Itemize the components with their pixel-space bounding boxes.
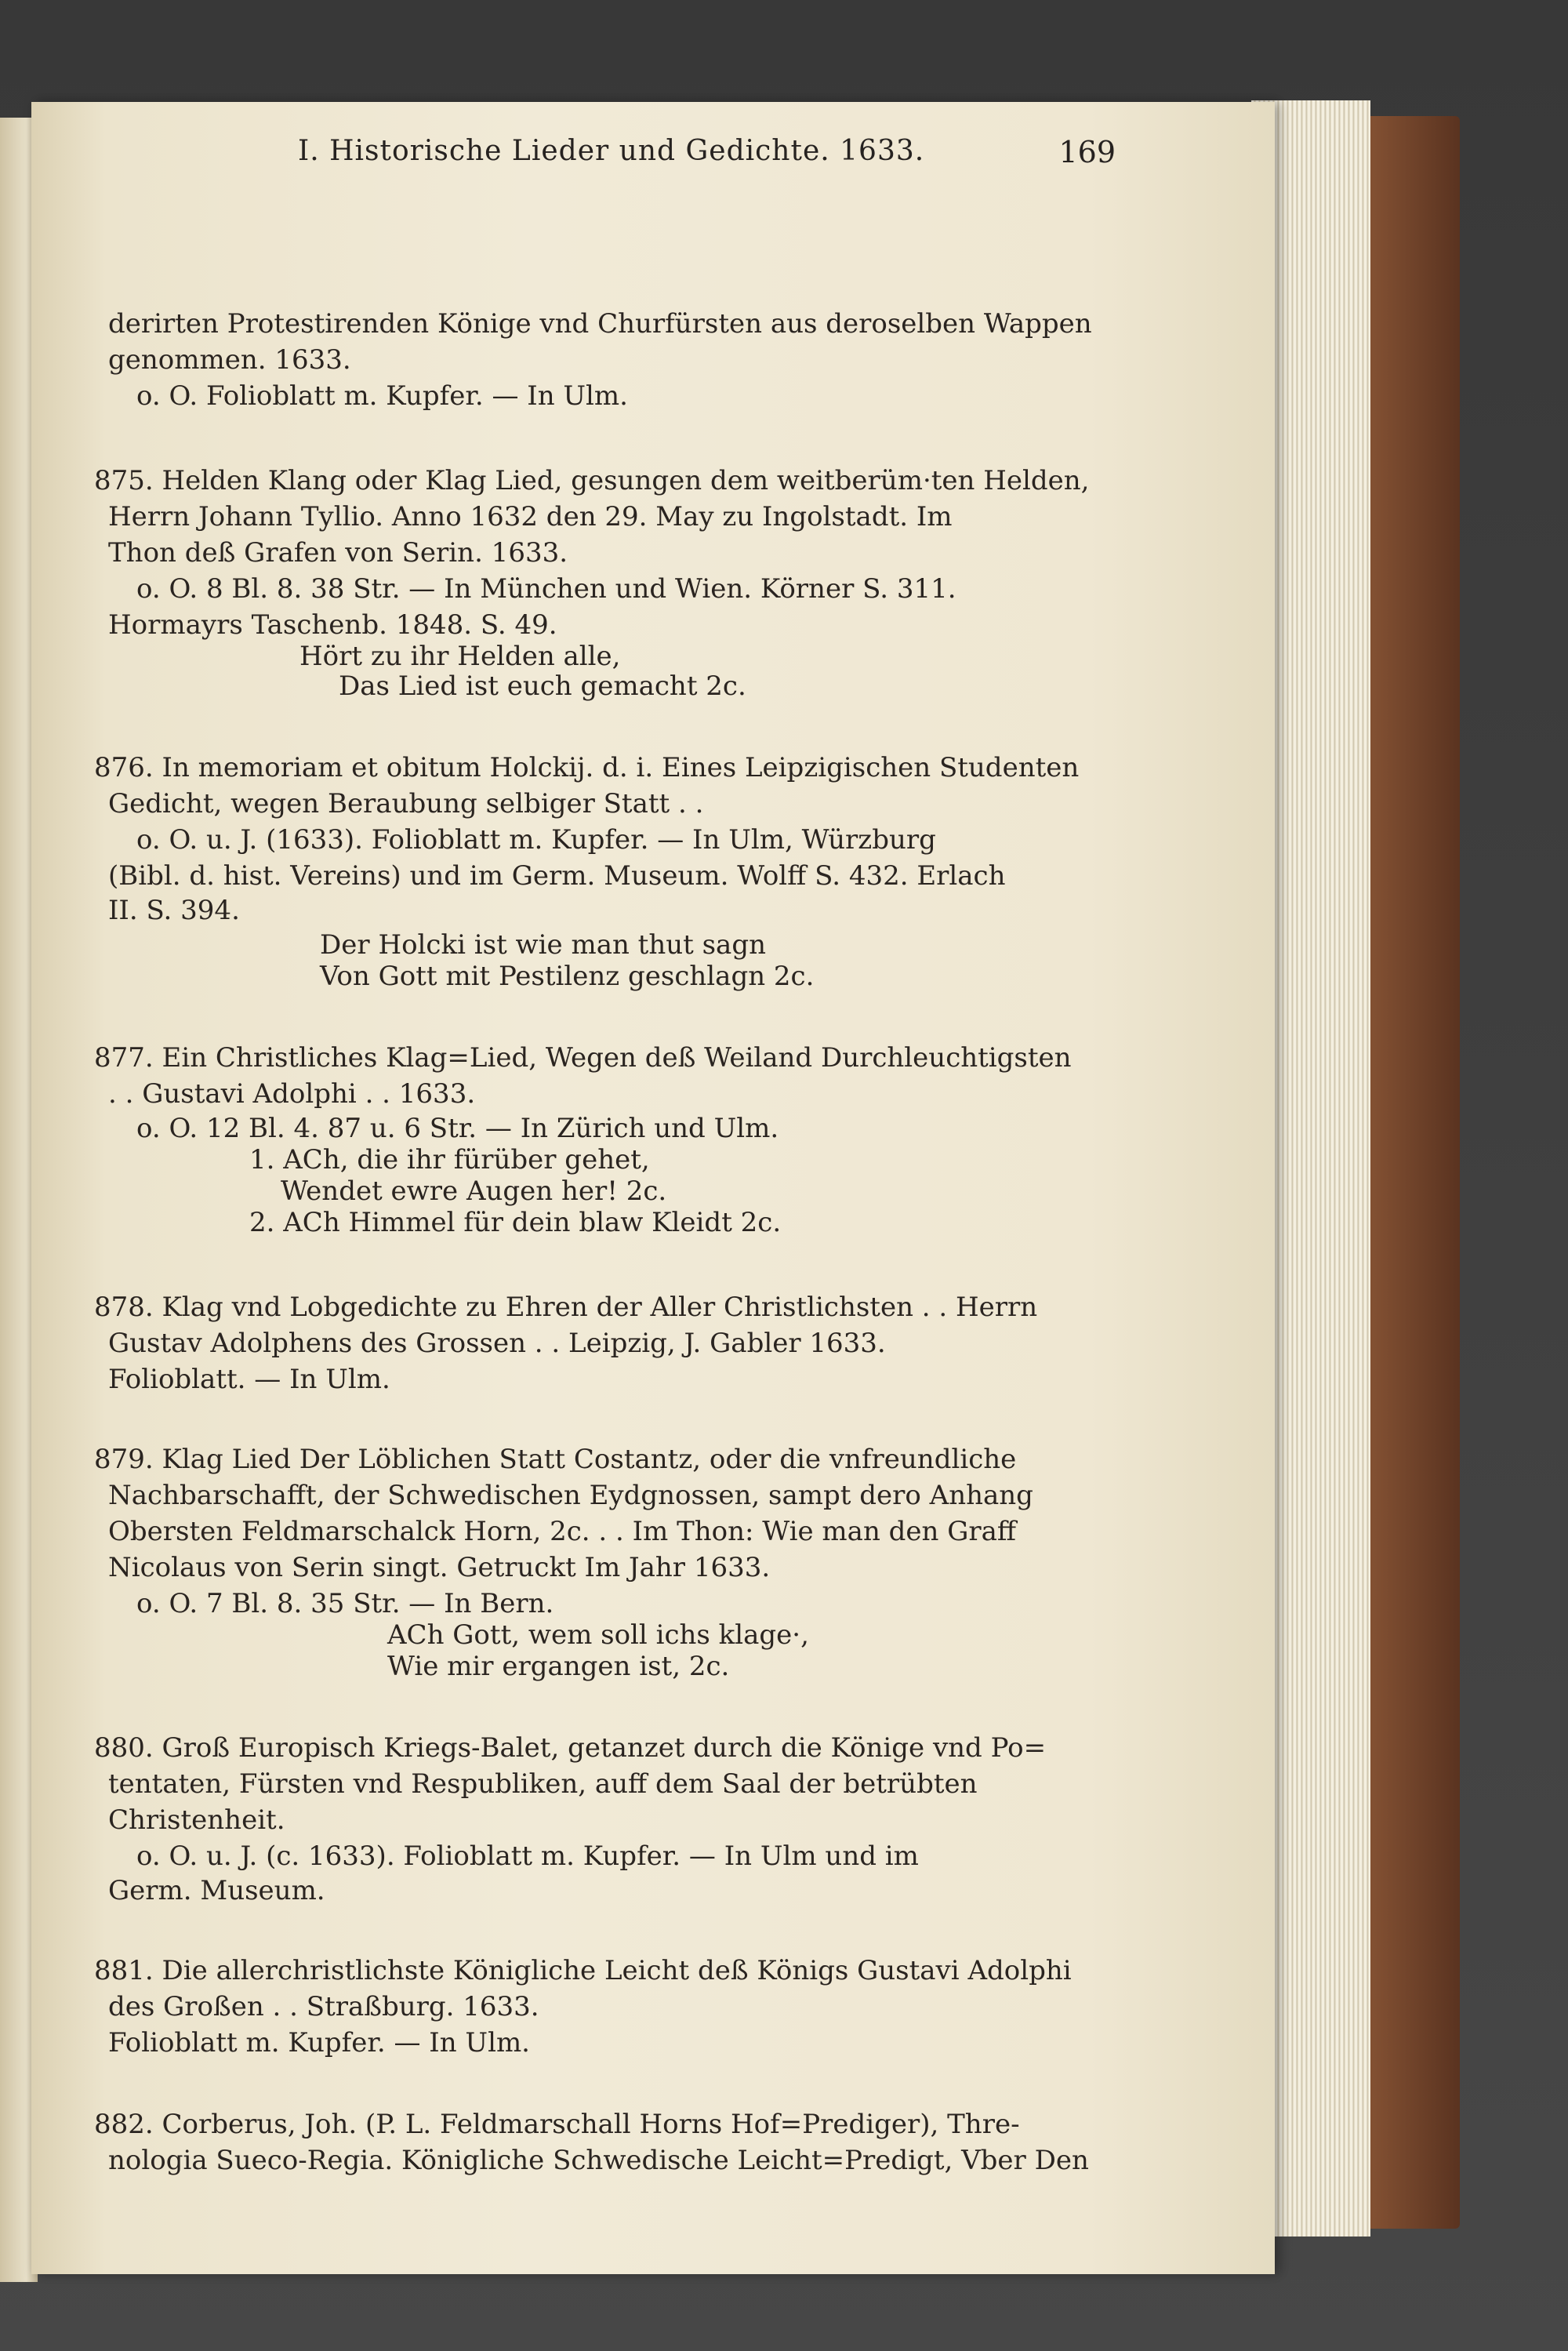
text-line: 875. Helden Klang oder Klag Lied, gesungen dem weitberüm·ten Helden, — [94, 465, 1090, 496]
text-line: o. O. 7 Bl. 8. 35 Str. — In Bern. — [136, 1588, 554, 1619]
text-line: Germ. Museum. — [108, 1875, 325, 1906]
text-line: o. O. 8 Bl. 8. 38 Str. — In München und Wien. Körner S. 311. — [136, 573, 956, 605]
text-line: Das Lied ist euch gemacht 2c. — [339, 670, 746, 702]
text-line: genommen. 1633. — [108, 344, 351, 376]
text-line: 2. ACh Himmel für dein blaw Kleidt 2c. — [249, 1207, 782, 1238]
text-line: 879. Klag Lied Der Löblichen Statt Costantz, oder die vnfreundliche — [94, 1444, 1017, 1475]
text-line: Herrn Johann Tyllio. Anno 1632 den 29. May zu Ingolstadt. Im — [108, 501, 953, 532]
text-line: o. O. u. J. (1633). Folioblatt m. Kupfer. — In Ulm, Würzburg — [136, 824, 936, 856]
text-line: 880. Groß Europisch Kriegs-Balet, getanzet durch die Könige vnd Po= — [94, 1732, 1047, 1764]
text-line: Obersten Feldmarschalck Horn, 2c. . . Im Thon: Wie man den Graff — [108, 1516, 1017, 1547]
text-line: Nicolaus von Serin singt. Getruckt Im Jahr 1633. — [108, 1552, 771, 1583]
text-line: (Bibl. d. hist. Vereins) und im Germ. Museum. Wolff S. 432. Erlach — [108, 860, 1006, 892]
text-line: Der Holcki ist wie man thut sagn — [320, 929, 766, 961]
text-line: o. O. u. J. (c. 1633). Folioblatt m. Kupfer. — In Ulm und im — [136, 1840, 919, 1872]
text-line: Von Gott mit Pestilenz geschlagn 2c. — [320, 961, 815, 992]
text-line: 876. In memoriam et obitum Holckij. d. i. Eines Leipzigischen Studenten — [94, 752, 1080, 783]
text-line: o. O. Folioblatt m. Kupfer. — In Ulm. — [136, 380, 628, 412]
text-line: des Großen . . Straßburg. 1633. — [108, 1991, 539, 2022]
text-line: Wendet ewre Augen her! 2c. — [281, 1176, 667, 1207]
text-line: Thon deß Grafen von Serin. 1633. — [108, 537, 568, 569]
text-line: 881. Die allerchristlichste Königliche Leicht deß Königs Gustavi Adolphi — [94, 1955, 1072, 1986]
text-line: Gustav Adolphens des Grossen . . Leipzig, J. Gabler 1633. — [108, 1328, 886, 1359]
page-header — [298, 135, 1116, 179]
text-line: 882. Corberus, Joh. (P. L. Feldmarschall Horns Hof=Prediger), Thre- — [94, 2109, 1020, 2140]
text-line: o. O. 12 Bl. 4. 87 u. 6 Str. — In Zürich und Ulm. — [136, 1113, 779, 1144]
text-line: Hört zu ihr Helden alle, — [299, 641, 621, 672]
text-line: II. S. 394. — [108, 895, 240, 926]
text-line: Gedicht, wegen Beraubung selbiger Statt . . — [108, 788, 704, 819]
page-number: 169 — [1058, 135, 1116, 169]
text-line: 1. ACh, die ihr fürüber gehet, — [249, 1144, 650, 1176]
text-line: Hormayrs Taschenb. 1848. S. 49. — [108, 609, 557, 641]
text-line: 878. Klag vnd Lobgedichte zu Ehren der Aller Christlichsten . . Herrn — [94, 1292, 1038, 1323]
text-line: Wie mir ergangen ist, 2c. — [387, 1651, 730, 1682]
text-line: Folioblatt. — In Ulm. — [108, 1364, 390, 1395]
text-line: tentaten, Fürsten vnd Respubliken, auff dem Saal der betrübten — [108, 1768, 978, 1800]
text-line: . . Gustavi Adolphi . . 1633. — [108, 1078, 476, 1110]
running-head: I. Historische Lieder und Gedichte. 1633. — [298, 135, 925, 167]
text-line: derirten Protestirenden Könige vnd Churfürsten aus deroselben Wappen — [108, 308, 1092, 340]
text-line: ACh Gott, wem soll ichs klage·, — [387, 1619, 809, 1651]
text-line: Nachbarschafft, der Schwedischen Eydgnossen, sampt dero Anhang — [108, 1480, 1033, 1511]
text-line: 877. Ein Christliches Klag=Lied, Wegen deß Weiland Durchleuchtigsten — [94, 1042, 1072, 1074]
text-line: Christenheit. — [108, 1804, 285, 1836]
text-line: nologia Sueco-Regia. Königliche Schwedische Leicht=Predigt, Vber Den — [108, 2145, 1089, 2176]
text-line: Folioblatt m. Kupfer. — In Ulm. — [108, 2027, 530, 2058]
